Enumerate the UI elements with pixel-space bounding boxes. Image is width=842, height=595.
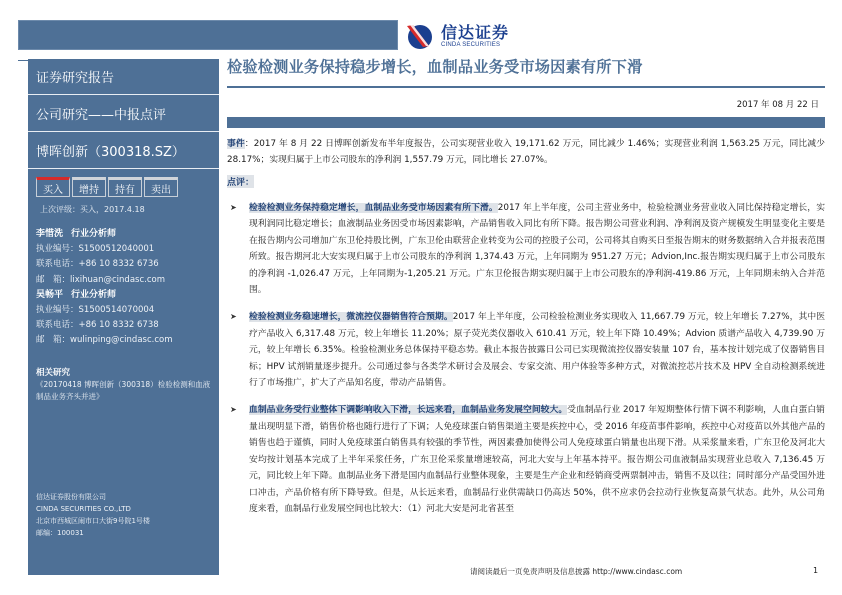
bullet-highlight: 检验检测业务稳速增长，微流控仪器销售符合预期。: [249, 312, 453, 323]
rating-scale: [28, 169, 219, 197]
analyst-name: 李惜洗: [36, 229, 64, 239]
license-label: 执业编号：: [36, 244, 79, 255]
page-number: 1: [813, 566, 819, 575]
previous-rating: 上次评级：买入，2017.4.18: [40, 205, 145, 214]
bullet-text: 2017 年上半年度，公司检验检测业务实现收入 11,667.79 万元，较上年增长 7.27%，其中医疗产品收入 6,317.48 万元，较上年增长 11.20%；原子荧光类仪器收入 610.41 万元，较上年下降 10.49%；Advion 质谱产品收入 4,739.90 万元，较上年增长 6.35%。检验检测业务总体保持平稳态势。截止本报告披露日公司已实现微流控仪器安装量 107 台，基本按计划完成了仪器销售目标；HPV 试剂销量逐步提升。公司通过参与各类学术研讨会及展会、专家交流、用户体验等多种方式，对微流控芯片技术及 HPV 全自动检测系统进行了市场推广，扩大了产品知名度，带动产品销售。: [249, 312, 825, 389]
related-research-heading: 相关研究: [36, 368, 71, 378]
analyst-card: [28, 288, 219, 349]
bullet-point: [227, 200, 825, 298]
bullet-highlight: 检验检测业务保持稳定增长，血制品业务受市场因素有所下滑。: [249, 203, 498, 213]
page-title: 检验检测业务保持稳步增长，血制品业务受市场因素有所下滑: [227, 58, 643, 76]
report-date: 2017 年 08 月 22 日: [736, 100, 819, 110]
analyst-list: [28, 215, 219, 349]
rating-sell: 卖出: [144, 177, 178, 197]
footer-disclaimer[interactable]: 请阅读最后一页免责声明及信息披露 http://www.cindasc.com: [470, 567, 683, 576]
analyst-title: 行业分析师: [71, 229, 117, 239]
section-band: [227, 117, 825, 128]
email-link[interactable]: lixihuan@cindasc.com: [70, 274, 165, 285]
phone-label: 联系电话：: [36, 320, 79, 331]
bullet-point: [227, 402, 825, 517]
email-link[interactable]: wulinping@cindasc.com: [70, 335, 173, 346]
company-address: 北京市西城区闹市口大街9号院1号楼: [36, 517, 150, 525]
company-ticker: 博晖创新（300318.SZ）: [28, 132, 219, 169]
license-label: 执业编号：: [36, 305, 79, 316]
event-label: 事件: [227, 139, 245, 149]
cinda-logo: [405, 22, 509, 50]
event-paragraph: [227, 136, 825, 168]
report-type: 证券研究报告: [28, 59, 219, 95]
header-bar: [18, 20, 398, 50]
related-research-item[interactable]: 《20170418 博晖创新（300318）检验检测和血液制品业务齐头并进》: [36, 380, 211, 401]
company-info: [36, 491, 150, 539]
phone-label: 联系电话：: [36, 259, 79, 270]
arrow-bullet-icon: ➤: [230, 312, 237, 322]
review-label: 点评：: [227, 175, 254, 188]
rating-overweight: 增持: [72, 177, 106, 197]
phone-number: +86 10 8332 6738: [78, 320, 159, 331]
event-text: ：2017 年 8 月 22 日博晖创新发布半年度报告，公司实现营业收入 19,171.62 万元，同比减少 1.46%；实现营业利润 1,563.25 万元，同比减少 28.17%；实现归属于上市公司股东的净利润 1,557.79 万元，同比增长 27.07%。: [227, 139, 825, 165]
arrow-bullet-icon: ➤: [230, 405, 237, 415]
arrow-bullet-icon: ➤: [230, 203, 237, 212]
bullet-text: 受血制品行业 2017 年短期整体行情下调不利影响，人血白蛋白销量出现明显下滑，销售价格也随行进行了下调；人免疫球蛋白销售渠道主要是疾控中心，受 2016 年疫苗事件影响，疾控中心对疫苗以外其他产品的销售也趋于谨慎，同时人免疫球蛋白销售具有较强的季节性，两因素叠加使得公司人免疫球蛋白销量也出现下滑。从采浆量来看，广东卫伦及河北大安均按计划基本完成了上半年采浆任务，广东卫伦采浆量增速较高，河北大安与上年基本持平。报告期公司血液制品实现营业总收入 7,136.45 万元，同比较上年下降。血制品业务下滑是国内血制品行业整体现象，主要是生产企业和经销商受两票制冲击，销售不及以往；同时部分产品受国外进口冲击，产品价格有所下降导致。但是，从长远来看，血制品行业供需缺口仍高达 50%，供不应求仍会拉动行业恢复高景气状态。此外，从公司角度来看，血制品行业发展空间也比较大：（1）河北大安是河北省甚至: [249, 405, 825, 514]
email-label: 邮 箱：: [36, 274, 71, 285]
analyst-card: [28, 227, 219, 288]
sidebar: [28, 59, 219, 575]
cinda-logo-icon: [405, 22, 433, 50]
analyst-title: 行业分析师: [71, 289, 117, 300]
title-divider: [227, 86, 825, 88]
email-label: 邮 箱：: [36, 335, 71, 346]
company-name-cn: 信达证券股份有限公司: [36, 493, 106, 501]
brand-name-cn: 信达证券: [441, 22, 510, 42]
brand-name-en: CINDA SECURITIES: [441, 41, 501, 48]
report-category: 公司研究——中报点评: [28, 95, 219, 132]
license-number: S1500512040001: [78, 244, 155, 255]
company-postcode: 邮编：100031: [36, 529, 84, 537]
rating-hold: 持有: [108, 177, 142, 197]
bullet-point: [227, 309, 825, 391]
related-research: [36, 367, 216, 403]
bullet-highlight: 血制品业务受行业整体下调影响收入下滑，长远来看，血制品业务发展空间较大。: [249, 405, 568, 416]
phone-number: +86 10 8332 6736: [78, 259, 159, 270]
company-name-en: CINDA SECURITIES CO.,LTD: [36, 505, 131, 513]
license-number: S1500514070004: [78, 305, 155, 316]
bullet-text: 2017 年上半年度，公司主营业务中，检验检测业务营业收入同比保持稳定增长，实现利润同比稳定增长；血液制品业务因受市场因素影响，产品销售收入同比有所下降。报告期公司营业利润、净利润及资产规模发生明显变化主要是在报告期内公司增加广东卫伦持股比例，广东卫伦由联营企业转变为公司的控股子公司，公司将其自购买日至报告期末的财务数据纳入合并报表范围所致。报告期河北大安实现归属于上市公司股东的净利润 1,374.43 万元，上年同期为 951.27 万元；Advion,Inc.报告期实现归属于上市公司股东的净利润 -1,026.47 万元，上年同期为-1,205.21 万元。广东卫伦报告期实现归属于上市公司股东的净利润-419.86 万元，上年同期未纳入合并范围。: [249, 203, 825, 296]
analyst-name: 吴畅平: [36, 289, 64, 300]
main-content: [227, 56, 825, 517]
rating-buy: 买入: [36, 177, 70, 197]
